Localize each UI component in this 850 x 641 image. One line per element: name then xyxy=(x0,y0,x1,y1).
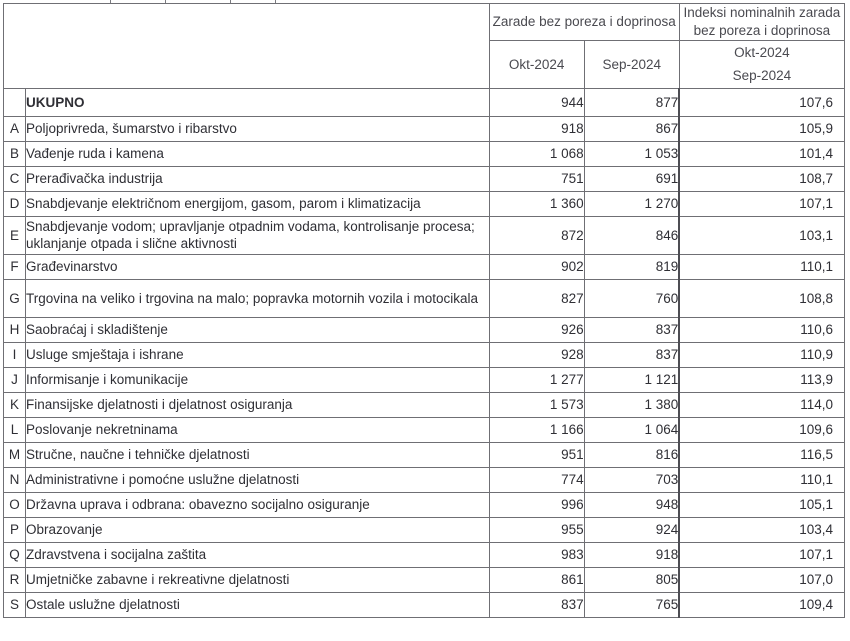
row-activity-name: Trgovina na veliko i trgovina na malo; popravka motornih vozila i motocikala xyxy=(26,279,490,317)
row-activity-name: Saobraćaj i skladištenje xyxy=(26,317,490,342)
table-row xyxy=(4,88,845,116)
row-code: M xyxy=(4,442,26,467)
row-value-okt-2024: 872 xyxy=(489,216,584,254)
row-activity-name: Snabdjevanje vodom; upravljanje otpadnim vodama, kontrolisanje procesa; uklanjanje otpada i slične aktivnosti xyxy=(26,216,490,254)
header-col-okt-2024: Okt-2024 xyxy=(489,40,584,88)
table-row xyxy=(4,216,845,254)
row-value-sep-2024: 924 xyxy=(584,517,679,542)
row-value-okt-2024: 837 xyxy=(489,592,584,617)
row-value-okt-2024: 1 068 xyxy=(489,141,584,166)
row-code xyxy=(4,88,26,116)
row-value-index: 110,9 xyxy=(679,342,844,367)
table-row xyxy=(4,567,845,592)
row-value-index: 114,0 xyxy=(679,392,844,417)
table-row xyxy=(4,116,845,141)
row-value-sep-2024: 846 xyxy=(584,216,679,254)
row-code: H xyxy=(4,317,26,342)
table-row xyxy=(4,141,845,166)
row-value-okt-2024: 751 xyxy=(489,166,584,191)
row-activity-name: Prerađivačka industrija xyxy=(26,166,490,191)
table-row xyxy=(4,191,845,216)
table-row xyxy=(4,254,845,279)
table-row xyxy=(4,166,845,191)
row-activity-name: Informisanje i komunikacije xyxy=(26,367,490,392)
table-row xyxy=(4,417,845,442)
row-value-okt-2024: 983 xyxy=(489,542,584,567)
header-index-numerator: Okt-2024 xyxy=(734,44,790,60)
row-value-index: 108,7 xyxy=(679,166,844,191)
row-value-sep-2024: 1 270 xyxy=(584,191,679,216)
row-value-index: 103,1 xyxy=(679,216,844,254)
row-value-okt-2024: 996 xyxy=(489,492,584,517)
row-value-sep-2024: 948 xyxy=(584,492,679,517)
row-code: I xyxy=(4,342,26,367)
row-code: P xyxy=(4,517,26,542)
row-code: R xyxy=(4,567,26,592)
header-corner-blank xyxy=(4,4,490,89)
row-value-okt-2024: 1 573 xyxy=(489,392,584,417)
row-activity-name: Snabdjevanje električnom energijom, gasom, parom i klimatizacija xyxy=(26,191,490,216)
row-value-sep-2024: 1 380 xyxy=(584,392,679,417)
row-value-sep-2024: 1 121 xyxy=(584,367,679,392)
row-code: Q xyxy=(4,542,26,567)
row-code: D xyxy=(4,191,26,216)
row-value-okt-2024: 774 xyxy=(489,467,584,492)
row-value-sep-2024: 816 xyxy=(584,442,679,467)
row-value-okt-2024: 955 xyxy=(489,517,584,542)
table-row xyxy=(4,279,845,317)
row-value-index: 101,4 xyxy=(679,141,844,166)
row-code: A xyxy=(4,116,26,141)
row-code: F xyxy=(4,254,26,279)
row-code: C xyxy=(4,166,26,191)
row-value-sep-2024: 867 xyxy=(584,116,679,141)
row-value-sep-2024: 819 xyxy=(584,254,679,279)
header-group-earnings: Zarade bez poreza i doprinosa xyxy=(489,4,679,41)
row-value-okt-2024: 1 166 xyxy=(489,417,584,442)
row-code: B xyxy=(4,141,26,166)
table-row xyxy=(4,392,845,417)
row-value-index: 107,6 xyxy=(679,88,844,116)
table-row xyxy=(4,542,845,567)
row-value-index: 105,1 xyxy=(679,492,844,517)
row-value-index: 103,4 xyxy=(679,517,844,542)
row-value-sep-2024: 765 xyxy=(584,592,679,617)
row-value-okt-2024: 827 xyxy=(489,279,584,317)
row-value-index: 109,4 xyxy=(679,592,844,617)
row-value-sep-2024: 1 064 xyxy=(584,417,679,442)
header-group-index: Indeksi nominalnih zarada bez poreza i doprinosa xyxy=(679,4,844,41)
row-activity-name: Obrazovanje xyxy=(26,517,490,542)
row-activity-name: Stručne, naučne i tehničke djelatnosti xyxy=(26,442,490,467)
row-value-okt-2024: 926 xyxy=(489,317,584,342)
row-activity-name: Usluge smještaja i ishrane xyxy=(26,342,490,367)
row-code: J xyxy=(4,367,26,392)
row-value-index: 110,1 xyxy=(679,467,844,492)
row-value-okt-2024: 951 xyxy=(489,442,584,467)
row-code: L xyxy=(4,417,26,442)
row-code: G xyxy=(4,279,26,317)
table-row xyxy=(4,592,845,617)
row-activity-name: Ostale uslužne djelatnosti xyxy=(26,592,490,617)
row-value-okt-2024: 902 xyxy=(489,254,584,279)
header-index-ratio xyxy=(679,40,844,88)
row-value-sep-2024: 877 xyxy=(584,88,679,116)
table-row xyxy=(4,342,845,367)
row-value-index: 110,1 xyxy=(679,254,844,279)
row-value-sep-2024: 837 xyxy=(584,317,679,342)
row-activity-name: Građevinarstvo xyxy=(26,254,490,279)
row-value-sep-2024: 703 xyxy=(584,467,679,492)
row-code: O xyxy=(4,492,26,517)
row-activity-name: Finansijske djelatnosti i djelatnost osiguranja xyxy=(26,392,490,417)
row-value-okt-2024: 861 xyxy=(489,567,584,592)
header-row-groups xyxy=(4,4,845,41)
row-activity-name: UKUPNO xyxy=(26,88,490,116)
row-value-index: 108,8 xyxy=(679,279,844,317)
row-value-okt-2024: 1 277 xyxy=(489,367,584,392)
row-activity-name: Poljoprivreda, šumarstvo i ribarstvo xyxy=(26,116,490,141)
table-row xyxy=(4,442,845,467)
row-value-index: 107,1 xyxy=(679,542,844,567)
table-row xyxy=(4,467,845,492)
earnings-by-activity-table xyxy=(3,3,845,618)
row-value-index: 107,1 xyxy=(679,191,844,216)
row-activity-name: Zdravstvena i socijalna zaštita xyxy=(26,542,490,567)
table-row xyxy=(4,517,845,542)
row-value-sep-2024: 760 xyxy=(584,279,679,317)
row-value-index: 109,6 xyxy=(679,417,844,442)
table-row xyxy=(4,492,845,517)
header-col-sep-2024: Sep-2024 xyxy=(584,40,679,88)
row-value-index: 110,6 xyxy=(679,317,844,342)
row-value-okt-2024: 1 360 xyxy=(489,191,584,216)
header-index-denominator: Sep-2024 xyxy=(732,68,792,84)
table-body xyxy=(4,88,845,617)
row-value-index: 116,5 xyxy=(679,442,844,467)
row-code: N xyxy=(4,467,26,492)
row-value-index: 113,9 xyxy=(679,367,844,392)
row-value-index: 107,0 xyxy=(679,567,844,592)
row-value-sep-2024: 837 xyxy=(584,342,679,367)
row-activity-name: Umjetničke zabavne i rekreativne djelatnosti xyxy=(26,567,490,592)
row-value-okt-2024: 928 xyxy=(489,342,584,367)
row-value-sep-2024: 918 xyxy=(584,542,679,567)
row-value-sep-2024: 805 xyxy=(584,567,679,592)
table-row xyxy=(4,317,845,342)
row-value-sep-2024: 1 053 xyxy=(584,141,679,166)
table-row xyxy=(4,367,845,392)
table-header xyxy=(4,4,845,89)
row-value-index: 105,9 xyxy=(679,116,844,141)
row-activity-name: Vađenje ruda i kamena xyxy=(26,141,490,166)
row-value-okt-2024: 918 xyxy=(489,116,584,141)
row-code: S xyxy=(4,592,26,617)
row-value-okt-2024: 944 xyxy=(489,88,584,116)
row-activity-name: Poslovanje nekretninama xyxy=(26,417,490,442)
row-activity-name: Administrativne i pomoćne uslužne djelatnosti xyxy=(26,467,490,492)
row-code: K xyxy=(4,392,26,417)
row-value-sep-2024: 691 xyxy=(584,166,679,191)
row-activity-name: Državna uprava i odbrana: obavezno socijalno osiguranje xyxy=(26,492,490,517)
row-code: E xyxy=(4,216,26,254)
